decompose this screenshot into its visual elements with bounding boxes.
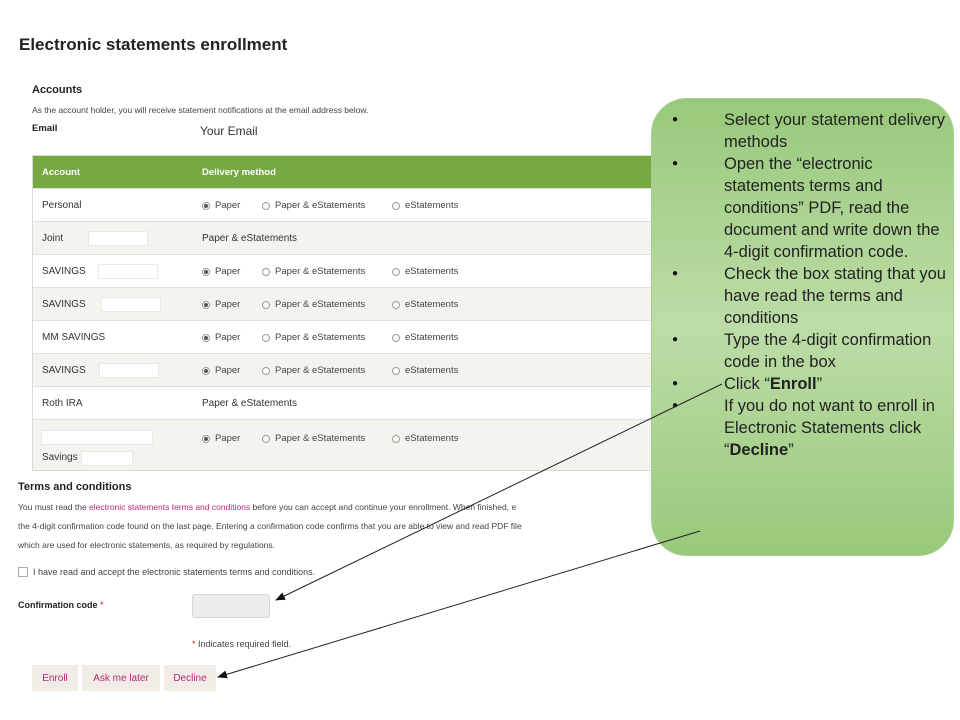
- instruction-text-bold: Decline: [729, 441, 789, 459]
- delivery-option-label: Paper: [215, 332, 241, 343]
- account-name: SAVINGS: [42, 266, 86, 277]
- delivery-option-label: Paper: [215, 200, 241, 211]
- delivery-option-label: Paper: [215, 365, 241, 376]
- account-name: Personal: [42, 200, 82, 211]
- delivery-option-label: Paper & eStatements: [275, 200, 366, 211]
- decline-button[interactable]: Decline: [164, 665, 216, 691]
- delivery-option-label: eStatements: [405, 299, 459, 310]
- delivery-option-label: eStatements: [405, 433, 459, 444]
- account-name: Joint: [42, 233, 64, 244]
- delivery-option-label: eStatements: [405, 332, 459, 343]
- instruction-text: Open the “electronic statements terms and conditions” PDF, read the document and write down the 4-digit confirmation code.: [724, 155, 940, 261]
- terms-text-line-3: which are used for electronic statements, as required by regulations.: [18, 540, 276, 550]
- instruction-text-post: ”: [816, 375, 823, 393]
- delivery-option-label: Paper: [215, 299, 241, 310]
- email-value: Your Email: [200, 124, 258, 138]
- terms-heading: Terms and conditions: [18, 481, 132, 493]
- delivery-option-label: eStatements: [405, 200, 459, 211]
- delivery-option-label: Paper & eStatements: [275, 365, 366, 376]
- required-note-text: Indicates required field.: [198, 639, 292, 649]
- delivery-option-label: Paper & eStatements: [275, 332, 366, 343]
- enroll-button[interactable]: Enroll: [32, 665, 78, 691]
- delivery-option-label: Paper & eStatements: [275, 266, 366, 277]
- confirmation-code-label-text: Confirmation code: [18, 600, 98, 610]
- delivery-option-label: eStatements: [405, 365, 459, 376]
- account-name: Roth IRA: [42, 398, 83, 409]
- page-title: Electronic statements enrollment: [19, 35, 288, 54]
- instruction-text-pre: Click “: [724, 375, 770, 393]
- terms-text-post: before you can accept and continue your enrollment. When finished, e: [250, 502, 517, 512]
- accounts-heading: Accounts: [32, 84, 83, 96]
- delivery-option-label: Paper & eStatements: [275, 433, 366, 444]
- arrow-to-decline-button: [218, 531, 700, 677]
- instruction-text-bold: Enroll: [769, 375, 817, 393]
- accounts-description: As the account holder, you will receive statement notifications at the email address below.: [32, 105, 369, 115]
- delivery-option-label: Paper & eStatements: [275, 299, 366, 310]
- email-label: Email: [32, 123, 58, 134]
- terms-text-pre: You must read the: [18, 502, 90, 512]
- account-name: SAVINGS: [42, 299, 86, 310]
- terms-pdf-link[interactable]: electronic statements terms and conditions: [89, 502, 251, 512]
- column-header-account: Account: [42, 167, 80, 178]
- fixed-delivery-method: Paper & eStatements: [202, 233, 298, 244]
- accept-terms-label: I have read and accept the electronic statements terms and conditions.: [33, 567, 316, 577]
- account-name: SAVINGS: [42, 365, 86, 376]
- instruction-text-pre: If you do not want to enroll in Electronic Statements click “: [724, 397, 935, 459]
- fixed-delivery-method: Paper & eStatements: [202, 398, 298, 409]
- required-star: *: [100, 600, 104, 610]
- terms-text-line-2: the 4-digit confirmation code found on the last page. Entering a confirmation code confirms that you are able to view and read PDF file: [18, 521, 522, 531]
- account-name: MM SAVINGS: [42, 332, 106, 343]
- instruction-text: Select your statement delivery methods: [724, 111, 946, 151]
- delivery-option-label: eStatements: [405, 266, 459, 277]
- ask-me-later-button[interactable]: Ask me later: [82, 665, 160, 691]
- instruction-text-post: ”: [788, 441, 794, 459]
- instruction-text: Type the 4-digit confirmation code in the box: [724, 331, 932, 371]
- required-note-star: *: [192, 639, 196, 649]
- account-name: Savings: [42, 452, 78, 463]
- instruction-text: Check the box stating that you have read the terms and conditions: [724, 265, 946, 327]
- column-header-delivery-method: Delivery method: [202, 167, 276, 178]
- delivery-option-label: Paper: [215, 266, 241, 277]
- arrow-to-code-input: [276, 384, 722, 600]
- delivery-option-label: Paper: [215, 433, 241, 444]
